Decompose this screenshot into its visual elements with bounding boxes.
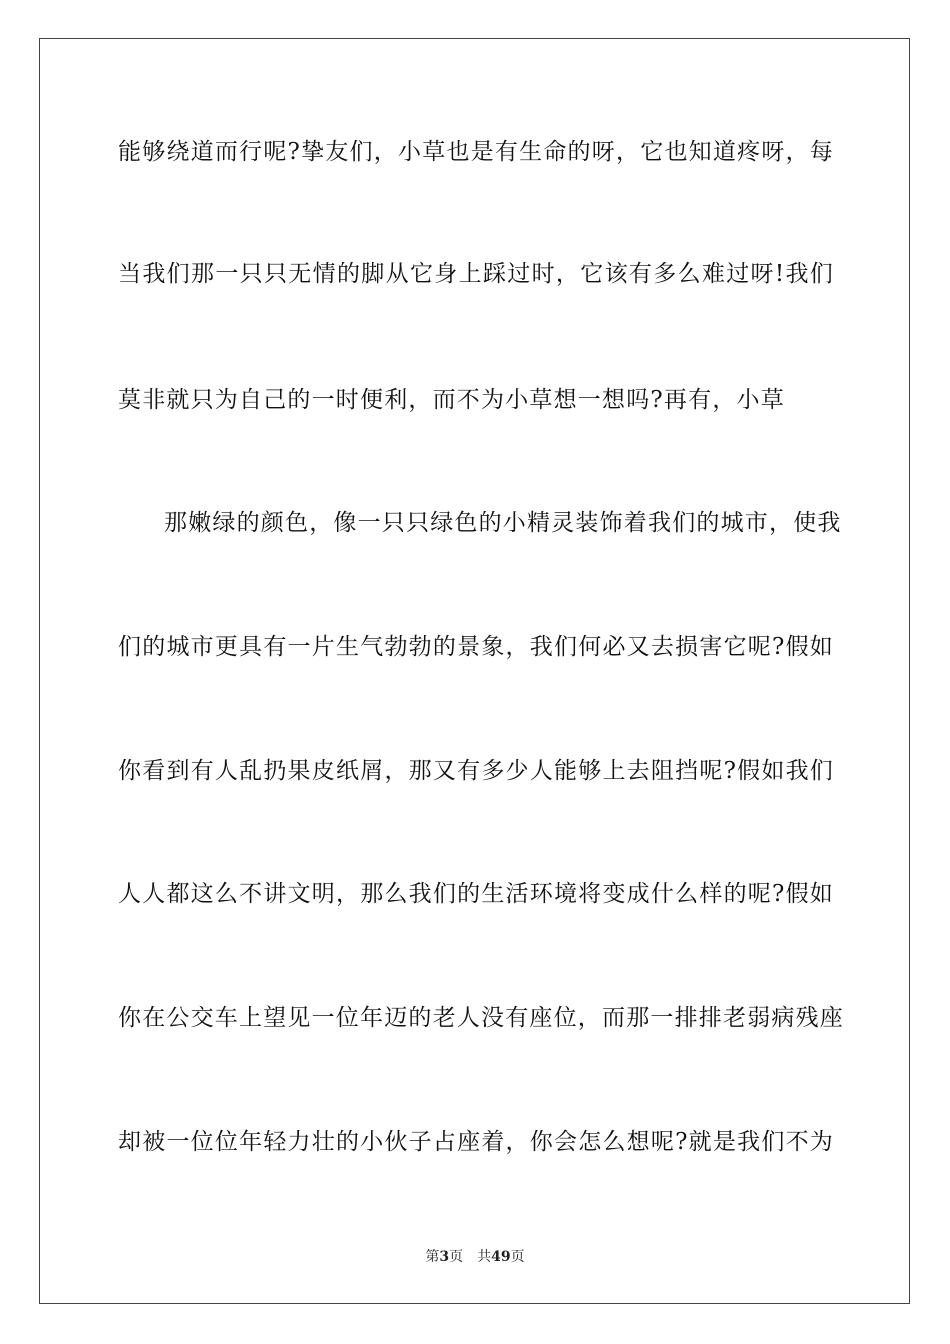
page-border bbox=[39, 38, 910, 1304]
body-line-7: 人人都这么不讲文明，那么我们的生活环境将变成什么样的呢?假如 bbox=[118, 881, 834, 907]
page-prefix: 第 bbox=[425, 1249, 440, 1265]
body-line-6: 你看到有人乱扔果皮纸屑，那又有多少人能够上去阻挡呢?假如我们 bbox=[118, 758, 834, 784]
total-suffix: 页 bbox=[510, 1249, 525, 1265]
body-line-3: 莫非就只为自己的一时便利，而不为小草想一想吗?再有，小草 bbox=[118, 387, 785, 413]
body-line-9: 却被一位位年轻力壮的小伙子占座着，你会怎么想呢?就是我们不为 bbox=[118, 1129, 834, 1155]
body-line-2: 当我们那一只只无情的脚从它身上踩过时，它该有多么难过呀!我们 bbox=[118, 261, 834, 287]
total-prefix: 共 bbox=[477, 1249, 492, 1265]
body-line-5: 们的城市更具有一片生气勃勃的景象，我们何必又去损害它呢?假如 bbox=[118, 634, 834, 660]
page-current: 3 bbox=[439, 1249, 450, 1265]
page-suffix: 页 bbox=[449, 1249, 464, 1265]
body-line-4: 那嫩绿的颜色，像一只只绿色的小精灵装饰着我们的城市，使我 bbox=[164, 510, 842, 536]
page-footer bbox=[0, 1247, 950, 1267]
body-line-1: 能够绕道而行呢?挚友们，小草也是有生命的呀，它也知道疼呀，每 bbox=[118, 139, 834, 165]
page-total: 49 bbox=[491, 1249, 511, 1265]
body-line-8: 你在公交车上望见一位年迈的老人没有座位，而那一排排老弱病残座 bbox=[118, 1005, 844, 1031]
